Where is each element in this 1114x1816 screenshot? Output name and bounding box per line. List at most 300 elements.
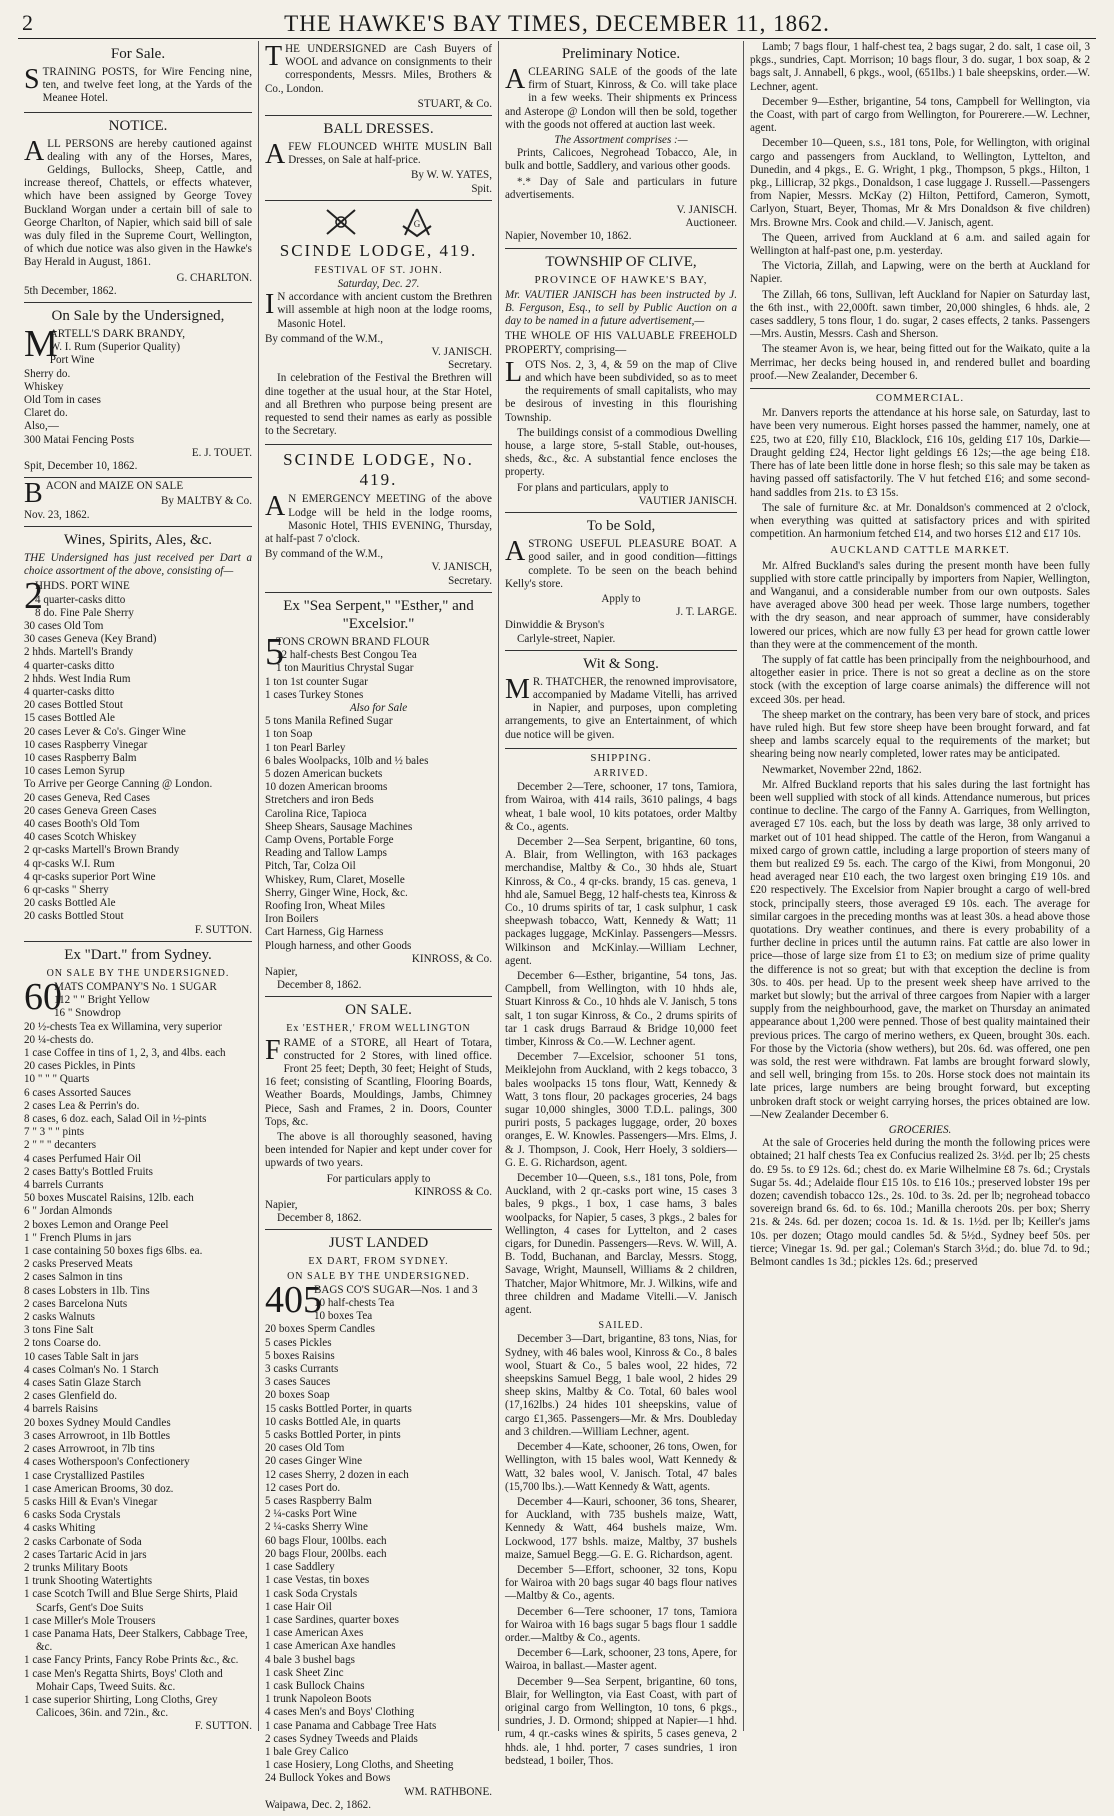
lodge-body2: In celebration of the Festival the Brethren will dine together at the usual hour, at the Star Hotel, and all Brethren who purpose being present are requested to send their names as early as possible to the Secretary.	[265, 372, 492, 438]
list-item: 10 cases Raspberry Vinegar	[24, 738, 148, 751]
cash-body: HE UNDERSIGNED are Cash Buyers of WOOL and advance on consignments to their correspondents, Messrs. Miles, Brothers & Co., London.	[265, 43, 492, 95]
list-item: 2 cases Salmon in tins	[24, 1271, 123, 1284]
list-item: Carolina Rice, Tapioca	[265, 807, 367, 820]
shipping-entry: December 7—Excelsior, schooner 51 tons, Meiklejohn from Auckland, with 2 kegs tobacco, 3 bales woolpacks 15 tons flour, Watt, Kennedy & Watt, 3 tons flour, 20 packages groceries, 24 bags sugar 10,000 shingles, 3000 T.D.L. palings, 300 puriri posts, 5 packages luggage, order, 20 boxes oranges, E. W. Knowles. Passengers—Mrs. Elms, J. & J. Thompson, J. Cook, Herr Hoely, 3 soldiers—G. E. G. Richardson, agent.	[505, 1051, 737, 1169]
list-item: 2 casks Carbonate of Soda	[24, 1535, 142, 1548]
wines-ad	[24, 527, 252, 942]
list-item: 1 case American Brooms, 30 doz.	[24, 1482, 174, 1495]
list-item: 2 ¼-casks Sherry Wine	[265, 1521, 368, 1534]
lodge2-signature: V. JANISCH,	[431, 561, 492, 574]
serpent-list-2	[265, 715, 492, 953]
list-item: 3 cases Sauces	[265, 1376, 331, 1389]
list-item: 1 case Saddlery	[265, 1561, 335, 1574]
drop-cap: A	[505, 64, 526, 95]
notice-title: NOTICE.	[108, 117, 168, 134]
serpent-list	[265, 630, 492, 702]
shipping-arrived: ARRIVED.	[593, 767, 649, 779]
list-item: 4 cases Men's and Boys' Clothing	[265, 1706, 415, 1719]
list-item: 1 bale Grey Calico	[265, 1745, 349, 1758]
list-item: 5 cases Raspberry Balm	[265, 1495, 372, 1508]
list-item: 1 case containing 50 boxes figs 6lbs. ea.	[24, 1245, 203, 1258]
wines-signature: F. SUTTON.	[194, 923, 252, 936]
landed-sub: EX DART, FROM SYDNEY.	[308, 1256, 449, 1268]
list-item: 4 qr-casks superior Port Wine	[24, 870, 156, 883]
list-item: 2 cases Lea & Perrin's do.	[24, 1099, 140, 1112]
list-item: 2 " " " decanters	[24, 1139, 97, 1152]
shipping-continued	[750, 41, 1090, 230]
list-item: 8 cases, 6 doz. each, Salad Oil in ½-pints	[24, 1113, 207, 1126]
onsale-signature: KINROSS & Co.	[414, 1185, 492, 1198]
clive-intro: Mr. VAUTIER JANISCH has been instructed by J. B. Ferguson, Esq., to sell by Public Auction on a day to be named in a future advertisement,—	[505, 288, 737, 328]
masthead	[18, 8, 1096, 39]
list-item: 2 cases Batty's Bottled Fruits	[24, 1165, 153, 1178]
list-item: 10 cases Table Salt in jars	[24, 1350, 139, 1363]
shipping-entry: December 6—Esther, brigantine, 54 tons, Jas. Campbell, from Wellington, with 10 hhds ale, Stuart Kinross & Co., 10 hhds ale V. Janisch, 5 tons salt, 1 ton sugar Kinross, & Co., 2 drums spirits of tar 1 cask drugs Barraud & Bridge 10,000 feet timber, Kinross & Co.—W. Lechner agent.	[505, 969, 737, 1048]
list-item: 4 cases Wotherspoon's Confectionery	[24, 1456, 190, 1469]
list-item: 1 cask Sheet Zinc	[265, 1666, 344, 1679]
list-item: 6 bales Woolpacks, 10lb and ½ bales	[265, 754, 429, 767]
news-paragraph: The sheep market on the contrary, has been very bare of stock, and prices have ruled high. But few store sheep have been brought forward, and fat sheep and lambs scarcely equal to the requirements of the market; but shearing being now nearly completed, lower rates may be anticipated.	[750, 708, 1090, 761]
onsale-body2: The above is all thoroughly seasoned, having been intended for Napier and kept under cover for upwards of two years.	[265, 1131, 492, 1170]
lodge-title: SCINDE LODGE, 419.	[279, 240, 478, 260]
list-item: 30 cases Old Tom	[24, 619, 104, 632]
notice-signature: G. CHARLTON.	[176, 271, 252, 284]
undersigned-date: Spit, December 10, 1862.	[24, 460, 138, 473]
list-item: 50 boxes Muscatel Raisins, 12lb. each	[24, 1192, 194, 1205]
list-item: 20 ½-chests Tea ex Willamina, very superior	[24, 1020, 222, 1033]
lodge2-command: By command of the W.M.,	[265, 548, 384, 561]
list-item: 20 cases Lever & Co's. Ginger Wine	[24, 725, 186, 738]
list-item: 4 qr-casks W.I. Rum	[24, 857, 115, 870]
list-item: 1 ton Pearl Barley	[265, 741, 346, 754]
list-item: Plough harness, and other Goods	[265, 939, 412, 952]
drop-cap: M	[505, 673, 530, 705]
list-item: 10 half-chests Tea	[314, 1297, 395, 1310]
tobesold-apply: Apply to	[601, 592, 641, 605]
list-item: 6 cases Assorted Sauces	[24, 1086, 131, 1099]
list-item: 1 case superior Shirting, Long Cloths, Grey Calicoes, 36in. and 72in., &c.	[24, 1693, 218, 1720]
list-item: 15 cases Bottled Ale	[24, 712, 115, 725]
serpent-title: Ex "Sea Serpent," "Esther," and "Excelsior."	[283, 597, 474, 632]
list-item: 2 hhds. West India Rum	[24, 672, 131, 685]
list-item: 12 cases Port do.	[265, 1481, 341, 1494]
drop-cap: L	[505, 356, 523, 388]
news-paragraph: Mr. Alfred Buckland reports that his sales during the last fortnight has been well supplied with stock of all kinds. Attendance numerous, but prices continue to decline. The cargo of the Fanny A. Garriques, from Wellington, averaged £7 10s. each, but the loss by death was large, 38 only arrived to market out of 101 head shipped. The cattle of the Heron, from Wanganui a mixed cargo of grown cattle, including a large proportion of steers many of them but realized £9 5s. each. The cargo of the Kiwi, from Mongonui, 20 head averaged near £10 each, the two largest oxen bringing £19 10s. and £20 respectively. The Excelsior from Napier brought a cargo of well-bred stock, principally steers, those averaged £9 10s. each. The average for similar cargoes in the preceding months was at least 30s. a head above those quotations. Dry weather continues, and there is every probability of a further decline in prices until the autumn rains. Fat cattle are also lower in price—those of large size from £1 to £3; on medium size of prime quality the difference is not so great; but with that exception the decline is from 30s. to 40s. per head. Up to the present week sheep have arrived to the market but slowly; but the arrival of three cargoes from Napier with a larger supply from the neighbourhood, gave, the market on Thursday an animated appearance about 1,200 were penned. Those of best quality maintained their previous prices. The cargo of merino wethers, ex Queen, brought 30s. each. For those by the Victoria (show wethers), but 20s. 6d. was offered, one pen was sold, the rest were withdrawn. Fat lambs are brought forward slowly, and sell well, bringing from 15s. to 20s. Horse stock does not maintain its late prices, large numbers are being brought forward, but excepting unbroken draft stock or weight carrying horses, the prices obtained are low.—New Zealander December 6.	[750, 778, 1090, 1121]
list-item: 2 ¼-casks Port Wine	[265, 1508, 357, 1521]
list-item: 10 boxes Tea	[314, 1310, 373, 1323]
list-item: 12 half-chests Best Congou Tea	[276, 649, 417, 662]
shipping-entry: December 6—Tere schooner, 17 tons, Tamiora for Wairoa with 16 bags sugar 5 bags flour 1 saddle order.—Maltby & Co., agents.	[505, 1605, 737, 1644]
prelim-goods: Prints, Calicoes, Negrohead Tobacco, Ale, in bulk and bottle, Saddlery, and various other goods.	[505, 147, 737, 173]
list-item: 7 " 3 " " pints	[24, 1126, 85, 1139]
list-item: 4 cases Perfumed Hair Oil	[24, 1152, 142, 1165]
news-paragraph: The Victoria, Zillah, and Lapwing, were on the berth at Auckland for Napier.	[750, 260, 1090, 286]
news-paragraph: Mr. Danvers reports the attendance at his horse sale, on Saturday, last to have been very numerous. Eight horses passed the hammer, namely, one at £25, two at £20, filly £10, Blacklock, £16 10s, gelding £17 10s, Darkie—Draught gelding £24, Hector light geldings £6 12s;—the age being £18. There has of late been little done in horse flesh; so this sale may be taken as having passed off satisfactorily. The V hut fetched £16; and some second-hand saddles from 21s. to £3 15s.	[750, 407, 1090, 499]
news-paragraph: The sale of furniture &c. at Mr. Donaldson's commenced at 2 o'clock, when everything was quitted at satisfactory prices and with spirited competition. An harmonium fetched £14, and two horses £12 and £17 10s.	[750, 501, 1090, 541]
groceries-section	[750, 1124, 1090, 1269]
list-item: 5 cases Pickles	[265, 1336, 332, 1349]
groceries-body: At the sale of Groceries held during the month the following prices were obtained; 21 half chests Tea ex Confucius realized 2s. 3½d. per lb; 25 chests do. £9 5s. to £9 12s. 6d.; chest do. ex Marie Wilhelmine £8 7s. 6d.; Crystals Sugar 5s. 4d.; Adelaide flour £15 10s. to £16 10s.; preserved lobster 19s per dozen; cavendish tobacco 12s., 2s. 10d. to 3s. 2d. per lb; negrohead tobacco sovereign brand 6s. 6d. to 6s. 10d.; Manilla cheroots 20s. per box; Sherry 21s. & 24s. 6d. per dozen; cocoa 1s. 1d. & 1s. 1½d. per lb; Keiller's jams 10s. per dozen; Otago mould candles 5d. & 5½d., Sydney beef 50s. per tierce; Vinegar 1s. 9d. per gal.; Coleman's Starch 3½d.; do. blue 7d. to 9d.; Belmont candles 1s 3d.; pickles 12s. 6d.; preserved	[750, 1137, 1090, 1269]
commercial-paras	[750, 407, 1090, 541]
list-item: Sheep Shears, Sausage Machines	[265, 820, 413, 833]
list-item: 1 case Scotch Twill and Blue Serge Shirts, Plaid Scarfs, Gent's Doe Suits	[24, 1588, 238, 1614]
wit-title: Wit & Song.	[583, 655, 659, 672]
bacon-by: By MALTBY & Co.	[160, 495, 252, 508]
clive-apply: For plans and particulars, apply to	[517, 481, 669, 494]
list-item: Roofing Iron, Wheat Miles	[265, 899, 385, 912]
list-item: 1 case Panama and Cabbage Tree Hats	[265, 1719, 437, 1732]
shipping-entry: December 3—Dart, brigantine, 83 tons, Nias, for Sydney, with 46 bales wool, Kinross & Co., 8 bales wool, Stuart & Co., 5 bales wool, 22 hides, 72 sheepskins Samuel Begg, 1 bale wool, 2 hides 29 sheep skins, Maltby & Co. Total, 60 bales wool (17,162lbs.) 24 hides 101 sheepskins, value of cargo £1,365. Passengers—Mr. & Mrs. Doubleday and 3 children.—William Lechner, agent.	[505, 1333, 737, 1438]
list-item: Reading and Tallow Lamps	[265, 847, 387, 860]
tobesold-body: STRONG USEFUL PLEASURE BOAT. A good sailer, and in good condition—fittings complete. To be seen on the beach behind Kelly's store.	[505, 538, 737, 590]
commercial-section	[750, 392, 1090, 541]
tobesold-place: Dinwiddie & Bryson's	[505, 619, 605, 632]
list-item: 2 cases Sydney Tweeds and Plaids	[265, 1732, 418, 1745]
list-item: 1 case Panama Hats, Deer Stalkers, Cabbage Tree, &c.	[24, 1627, 248, 1654]
list-item: 5 tons Manila Refined Sugar	[265, 715, 393, 728]
list-item: 40 cases Scotch Whiskey	[24, 831, 137, 844]
lodge-sub: FESTIVAL OF ST. JOHN.	[314, 264, 443, 276]
list-item: 1 case Vestas, tin boxes	[265, 1574, 370, 1587]
prelim-comprises: The Assortment comprises :—	[554, 134, 688, 147]
list-item: 300 Matai Fencing Posts	[24, 433, 135, 446]
list-item: 1 case Crystallized Pastiles	[24, 1469, 145, 1482]
shipping-entry: December 2—Sea Serpent, brigantine, 60 tons, A. Blair, from Wellington, with 163 packages merchandise, Maltby & Co., 30 hhds ale, Stuart Kinross, & Co., 4 qr-cks. brandy, 15 cas. geneva, 1 hhd ale, Samuel Begg, 12 half-chests tea, Kinross & Co., 10 drums spirits of tar, 1 cask sulphur, 1 cask sheepwash tobacco, Watt, Kennedy & Watt; 11 packages luggage, McKinlay. Passengers—Messrs. Wilkinson and McKinlay.—William Lechner, agent.	[505, 835, 737, 967]
list-item: 5 casks Hill & Evan's Vinegar	[24, 1495, 158, 1508]
list-item: To Arrive per George Canning @ London.	[24, 778, 213, 791]
list-item: 10 cases Raspberry Balm	[24, 751, 137, 764]
list-item: 1 case Coffee in tins of 1, 2, 3, and 4lbs. each	[24, 1047, 226, 1059]
list-item: 6 " Jordan Almonds	[24, 1205, 113, 1218]
column-1	[18, 41, 258, 1731]
lodge-signature: V. JANISCH.	[431, 346, 492, 359]
onsale-date: December 8, 1862.	[277, 1212, 362, 1225]
for-sale-ad	[24, 41, 252, 113]
list-item: 10 dozen American brooms	[265, 781, 388, 794]
list-item: 2 trunks Military Boots	[24, 1561, 128, 1574]
list-item: 20 cases Bottled Stout	[24, 699, 123, 712]
list-item: 1 case Hair Oil	[265, 1600, 332, 1613]
prelim-title: Preliminary Notice.	[561, 46, 681, 62]
list-item: 15 casks Bottled Porter, in quarts	[265, 1402, 412, 1415]
ball-place: Spit.	[471, 182, 492, 195]
news-paragraph: Mr. Alfred Buckland's sales during the present month have been fully supplied with store cattle principally by importers from Napier, Wellington, and Wanganui, and a considerable number from our own outposts. Sales have averaged above 300 head per week. Those large numbers, together with the dry season, and near approach of summer, have considerably lowered our prices, which are now fully £3 per head for grown cattle lower than they were at the commencement of the month.	[750, 559, 1090, 651]
list-item: ARTELL'S DARK BRANDY,	[49, 328, 185, 341]
prelim-role: Auctioneer.	[685, 217, 737, 230]
ball-by: By W. W. YATES,	[411, 169, 492, 182]
lodge2-title: SCINDE LODGE, No. 419.	[283, 450, 474, 490]
list-item: 1 trunk Napoleon Boots	[265, 1693, 372, 1706]
bacon-date: Nov. 23, 1862.	[24, 508, 90, 521]
list-item: Sherry, Ginger Wine, Hock, &c.	[265, 886, 408, 899]
dart-signature: F. SUTTON.	[194, 1720, 252, 1733]
undersigned-list	[24, 323, 252, 447]
list-item: 20 ¼-chests do.	[24, 1033, 94, 1046]
list-item: 60 bags Flour, 100lbs. each	[265, 1534, 387, 1547]
list-item: 1 case Miller's Mole Trousers	[24, 1614, 156, 1627]
lodge-festival-ad	[265, 201, 492, 446]
news-paragraph: The supply of fat cattle has been principally from the neighbourhood, and altogether easier in price. There is not so great a decline as on the store stock (with the exception of large coarse animals) the difference will not exceed 30s. per head.	[750, 653, 1090, 706]
list-item: 1 ton 1st counter Sugar	[265, 675, 368, 688]
list-item: 2 qr-casks Martell's Brown Brandy	[24, 844, 180, 857]
news-paragraph: Newmarket, November 22nd, 1862.	[762, 763, 922, 776]
list-item: 10 casks Bottled Ale, in quarts	[265, 1415, 401, 1428]
lodge2-role: Secretary.	[448, 574, 492, 587]
list-item: 1 case Sardines, quarter boxes	[265, 1613, 400, 1626]
list-item: 3 cases Arrowroot, in 1lb Bottles	[24, 1429, 171, 1442]
drop-cap: A	[24, 135, 45, 167]
landed-signature: WM. RATHBONE.	[404, 1785, 492, 1798]
serpent-date: December 8, 1862.	[277, 979, 362, 992]
news-paragraph: The Queen, arrived from Auckland at 6 a.m. and sailed again for Wellington at half-past one, p.m. yesterday.	[750, 231, 1090, 258]
onsale-sub: Ex 'ESTHER,' FROM WELLINGTON	[286, 1023, 471, 1035]
wit-body: R. THATCHER, the renowned improvisatore, accompanied by Madame Vitelli, has arrived in Napier, and purposes, upon completing arrangements, to give an Entertainment, of which due notice will be given.	[505, 675, 737, 741]
serpent-signature: KINROSS, & Co.	[411, 952, 492, 965]
shipping-entry: December 6—Lark, schooner, 23 tons, Apere, for Wairoa, in ballast.—Master agent.	[505, 1647, 737, 1673]
news-paragraph: The steamer Avon is, we hear, being fitted out for the Waikato, quite a la Merrimac, her decks being housed in, and rendered bullet and boarding proof.—New Zealander, December 6.	[750, 343, 1090, 382]
list-item: 1 trunk Shooting Watertights	[24, 1575, 153, 1588]
shipping-sailed: SAILED.	[598, 1320, 644, 1332]
cattle-paras	[750, 560, 1090, 1123]
list-item: 3 tons Fine Salt	[24, 1324, 94, 1337]
lodge-body: N accordance with ancient custom the Brethren will assemble at high noon at the lodge rooms, Masonic Hotel.	[277, 291, 492, 330]
list-item: 20 casks Bottled Ale	[24, 897, 116, 910]
list-item: 4 cases Colman's No. 1 Starch	[24, 1363, 159, 1376]
list-item: 1 " French Plums in jars	[24, 1231, 132, 1244]
sailed-list	[505, 1333, 737, 1768]
dart-list	[24, 975, 252, 1720]
ball-title: BALL DRESSES.	[323, 121, 434, 138]
ball-body: FEW FLOUNCED WHITE MUSLIN Ball Dresses, on Sale at half-price.	[288, 141, 492, 167]
list-item: Whiskey	[24, 380, 64, 393]
tobesold-place2: Carlyle-street, Napier.	[517, 632, 616, 645]
clive-body2: The buildings consist of a commodious Dwelling house, a large store, 5-stall Stable, out-houses, sheds, &c., &c. A substantial fence encloses the property.	[505, 426, 737, 479]
list-item: 1 case Fancy Prints, Fancy Robe Prints &c., &c.	[24, 1654, 239, 1667]
landed-title: JUST LANDED	[328, 1235, 429, 1252]
for-sale-title: For Sale.	[110, 46, 166, 62]
dart-title: Ex "Dart." from Sydney.	[64, 946, 212, 963]
lodge-role: Secretary.	[448, 359, 492, 372]
shipping-entry: December 5—Effort, schooner, 32 tons, Kopu for Wairoa with 20 bags sugar 40 bags flour natives—Maltby & Co., agents.	[505, 1563, 737, 1603]
list-item: 2 cases Barcelona Nuts	[24, 1297, 128, 1310]
undersigned-ad	[24, 303, 252, 478]
shipping-entry: December 10—Queen, s.s., 181 tons, Pole, from Auckland, with 2 qr.-casks port wine, 15 cases 3 bales, 9 pkgs., 1 box, 1 case hams, 3 bales woolpacks, for Napier, 5 cases, 3 pkgs., 2 bales for Wellington, 4 cases for Lyttelton, and 2 cases cigars, for Dunedin. Passengers—Revs. W. Will, A. B. Todd, Buchanan, and Barclay, Messrs. Stogg, Savage, Wright, Maunsell, Williams & 2 children, Thatcher, Major Whitmore, Mr. J. Wilkins, wife and three children and Madame Vitelli.—V. Janisch agent.	[505, 1172, 737, 1317]
drop-cap: 2	[24, 575, 43, 618]
list-item: 5 casks Bottled Porter, in pints	[265, 1429, 401, 1442]
bacon-ad	[24, 478, 252, 527]
cash-buyers-ad	[265, 41, 492, 116]
list-item: 16 " Snowdrop	[54, 1007, 121, 1020]
drop-cap: B	[24, 478, 43, 510]
dart-sub: ON SALE BY THE UNDERSIGNED.	[46, 967, 230, 979]
shipping-section	[505, 752, 737, 1768]
prelim-note: *.* Day of Sale and particulars in future advertisements.	[505, 175, 737, 201]
onsale-apply: For particulars apply to	[326, 1172, 431, 1185]
clive-title: TOWNSHIP OF CLIVE,	[545, 253, 697, 270]
sea-serpent-ad	[265, 593, 492, 997]
list-item: 2 boxes Lemon and Orange Peel	[24, 1218, 169, 1231]
list-item: 24 Bullock Yokes and Bows	[265, 1772, 391, 1785]
list-item: 4 cases Satin Glaze Starch	[24, 1377, 142, 1390]
drop-cap: F	[265, 1034, 281, 1066]
list-item: 20 boxes Sydney Mould Candles	[24, 1416, 171, 1429]
list-item: Old Tom in cases	[24, 394, 101, 407]
list-item: 10 cases Lemon Syrup	[24, 765, 125, 778]
undersigned-title: On Sale by the Undersigned,	[51, 308, 225, 325]
wines-title: Wines, Spirits, Ales, &c.	[63, 531, 213, 548]
notice-ad	[24, 113, 252, 303]
list-item: 1 case Hosiery, Long Cloths, and Sheeting	[265, 1759, 454, 1772]
for-sale-body: TRAINING POSTS, for Wire Fencing nine, ten, and twelve feet long, at the Yards of the Meanee Hotel.	[42, 66, 252, 105]
list-item: 4 quarter-casks ditto	[35, 593, 126, 606]
column-3	[498, 41, 743, 1767]
prelim-body: CLEARING SALE of the goods of the late firm of Stuart, Kinross, & Co. will take place in a few weeks. Their shipments ex Princess and Asterope @ London will then be sold, together with the goods not offered at auction last week.	[505, 66, 737, 131]
list-item: 20 boxes Soap	[265, 1389, 330, 1402]
wines-intro: THE Undersigned has just received per Dart a choice assortment of the above, consisting of—	[24, 551, 252, 578]
list-item: 1 case Men's Regatta Shirts, Boys' Cloth and Mohair Caps, Tweed Suits. &c.	[24, 1667, 223, 1693]
list-item: 4 bale 3 bushel bags	[265, 1653, 355, 1666]
column-4	[743, 41, 1096, 1731]
dart-ad	[24, 942, 252, 1738]
shipping-news	[750, 232, 1090, 389]
wines-list	[24, 575, 252, 923]
shipping-entry: December 4—Kate, schooner, 26 tons, Owen, for Wellington, with 15 bales wool, Watt Kennedy & Watt, 32 bales wool, V. Janisch. Total, 47 bales (15,700 lbs.).—Watt Kennedy & Watt, agents.	[505, 1441, 737, 1493]
list-item: 12 cases Sherry, 2 dozen in each	[265, 1468, 409, 1481]
list-item: Claret do.	[24, 407, 68, 420]
list-item: 8 do. Fine Pale Sherry	[35, 606, 134, 619]
list-item: 40 cases Booth's Old Tom	[24, 817, 140, 830]
wit-song-ad	[505, 651, 737, 749]
onsale-place: Napier,	[265, 1199, 298, 1212]
drop-cap: A	[265, 491, 286, 523]
lodge2-body: N EMERGENCY MEETING of the above Lodge will be held in the lodge rooms, Masonic Hotel, THIS EVENING, Thursday, at half-past 7 o'clock.	[265, 493, 492, 546]
drop-cap: S	[24, 64, 40, 95]
list-item: 4 casks Whiting	[24, 1522, 96, 1535]
list-item: Iron Boilers	[265, 913, 319, 926]
prelim-date: Napier, November 10, 1862.	[505, 230, 632, 243]
serpent-place: Napier,	[265, 965, 298, 978]
list-item: 2 hhds. Martell's Brandy	[24, 646, 134, 659]
drop-cap: A	[265, 139, 286, 171]
svg-text:G: G	[413, 218, 420, 229]
prelim-signature: V. JANISCH.	[676, 204, 737, 217]
cattle-market-section	[750, 544, 1090, 1122]
list-item: Port Wine	[49, 354, 95, 367]
to-be-sold-ad	[505, 513, 737, 651]
notice-date: 5th December, 1862.	[24, 284, 117, 297]
list-item: 2 casks Preserved Meats	[24, 1258, 133, 1271]
drop-cap: 5	[265, 630, 284, 673]
cattle-title: AUCKLAND CATTLE MARKET.	[830, 544, 1010, 557]
undersigned-signature: E. J. TOUET.	[191, 446, 252, 459]
drop-cap: I	[265, 289, 275, 321]
list-item: TONS CROWN BRAND FLOUR	[276, 635, 430, 648]
arrived-list	[505, 781, 737, 1317]
list-item: BAGS CO'S SUGAR—Nos. 1 and 3	[314, 1283, 478, 1296]
township-clive-ad	[505, 249, 737, 513]
list-item: 2 cases Tartaric Acid in jars	[24, 1548, 147, 1561]
ball-dresses-ad	[265, 116, 492, 201]
notice-body: LL PERSONS are hereby cautioned against dealing with any of the Horses, Mares, Geldings, Bullocks, Sheep, Cattle, and increase thereof, Chattels, or effects whatever, which have been assigned by George Tovey Buckland Worgan under a certain bill of sale to George Charlton, of Napier, which said bill of sale was duly filed in the Supreme Court, Wellington, of which due notice was also given in the Hawke's Bay Herald in August, 1861.	[24, 137, 252, 269]
just-landed-ad	[265, 1230, 492, 1816]
tobesold-signature: J. T. LARGE.	[676, 606, 737, 619]
list-item: 10 " " " Quarts	[24, 1073, 90, 1086]
square-and-compasses-icon	[399, 206, 435, 238]
drop-cap: M	[24, 323, 58, 366]
list-item: 1 cask Soda Crystals	[265, 1587, 358, 1600]
list-item: 20 cases Geneva Green Cases	[24, 804, 157, 817]
landed-date: Waipawa, Dec. 2, 1862.	[265, 1798, 372, 1811]
list-item: MATS COMPANY'S No. 1 SUGAR	[54, 980, 217, 993]
list-item: Also,—	[24, 420, 59, 433]
list-item: 6 casks Soda Crystals	[24, 1509, 121, 1522]
list-item: 1 case American Axe handles	[265, 1640, 396, 1653]
list-item: 1 cases Turkey Stones	[265, 688, 364, 701]
list-item: 4 quarter-casks ditto	[24, 685, 115, 698]
commercial-title: COMMERCIAL.	[875, 392, 965, 405]
page-number: 2	[22, 10, 33, 35]
list-item: 4 barrels Currants	[24, 1179, 104, 1192]
list-item: Sherry do.	[24, 367, 71, 380]
clive-signature: VAUTIER JANISCH.	[638, 494, 737, 507]
list-item: 20 casks Bottled Stout	[24, 910, 124, 923]
clive-whole: THE WHOLE OF HIS VALUABLE FREEHOLD PROPERTY, comprising—	[505, 330, 737, 356]
list-item: 20 boxes Sperm Candles	[265, 1323, 376, 1336]
list-item: 30 cases Geneva (Key Brand)	[24, 633, 157, 646]
list-item: 4 quarter-casks ditto	[24, 659, 115, 672]
shipping-entry: December 4—Kauri, schooner, 36 tons, Shearer, for Auckland, with 735 bushels maize, Watt, Kennedy & Watt, 464 bushels maize, Wm. Lockwood, 177 bshls. maize, Maltby, 37 bushels maize, Samuel Begg.—G. E. G. Richardson, agent.	[505, 1495, 737, 1561]
clive-sub: PROVINCE OF HAWKE'S BAY,	[534, 273, 708, 286]
onsale-body: RAME of a STORE, all Heart of Totara, constructed for 2 Stores, with lined office. Front 25 feet; Depth, 30 feet; Height of Studs, 16 feet; consisting of Scantling, Flooring Boards, Weather Boards, Mouldings, Jambs, Chimney Piece, Sash and Frames, 2 in. Doors, Counter Tops, &c.	[265, 1036, 492, 1128]
on-sale-ad	[265, 997, 492, 1230]
list-item: 3 casks Currants	[265, 1363, 339, 1376]
list-item: Stretchers and iron Beds	[265, 794, 374, 807]
lodge-meeting-ad	[265, 445, 492, 592]
list-item: 112 " " Bright Yellow	[54, 994, 150, 1007]
landed-sub2: ON SALE BY THE UNDERSIGNED.	[287, 1270, 470, 1282]
list-item: 20 bags Flour, 200lbs. each	[265, 1547, 387, 1560]
list-item: 20 cases Ginger Wine	[265, 1455, 363, 1468]
list-item: 5 boxes Raisins	[265, 1349, 335, 1362]
drop-cap: 405	[265, 1278, 322, 1321]
drop-cap: T	[265, 41, 283, 72]
list-item: 1 case American Axes	[265, 1627, 364, 1640]
bacon-line: ACON and MAIZE ON SALE	[45, 480, 184, 493]
drop-cap: A	[505, 536, 526, 568]
list-item: 20 cases Geneva, Red Cases	[24, 791, 150, 804]
shipping-entry: Lamb; 7 bags flour, 1 half-chest tea, 2 bags sugar, 2 do. salt, 1 case oil, 3 pkgs., sundries, Capt. Morrison; 10 bags flour, 3 do. sugar, 1 box soap, & 2 bags salt, J. Annabell, 6 pkgs., wool, (651lbs.) 1 bale sheepskins, order.—W. Lechner, agent.	[750, 41, 1090, 93]
list-item: 20 cases Pickles, in Pints	[24, 1060, 136, 1073]
list-item: W. I. Rum (Superior Quality)	[49, 341, 181, 354]
list-item: 4 barrels Raisins	[24, 1403, 98, 1416]
cash-signature: STUART, & Co.	[417, 97, 492, 110]
lodge-command: By command of the W.M.,	[265, 332, 384, 345]
list-item: 2 cases Arrowroot, in 7lb tins	[24, 1443, 155, 1456]
shipping-entry: December 10—Queen, s.s., 181 tons, Pole, for Wellington, with original cargo and passengers from Auckland, to Wellington, Lyttelton, and Dunedin, and 4 pkgs., E. G. Wright, 1 pkg., Thompson, 5 pkgs., Hilton, 1 pkg., Lillicrap, 32 pkgs., Donaldson, 1 case luggage J. Russell.—Passengers from Napier, Messrs. McKay (2) Hilton, Pettiford, Cameron, Symott, Carlyon, Stuart, Beyer, Thomas, Mr & Mrs Donaldson & five children) Mrs. Browne Mrs. Cook and child.—V. Janisch, agent.	[750, 137, 1090, 229]
shipping-title: SHIPPING.	[590, 751, 652, 764]
list-item: 2 cases Glenfield do.	[24, 1390, 118, 1403]
list-item: 2 tons Coarse do.	[24, 1337, 102, 1350]
shipping-entry: December 2—Tere, schooner, 17 tons, Tamiora, from Wairoa, with 414 rails, 3610 palings, 4 bags wheat, 1 bale wool, 10 kits potatoes, order Maltby & Co., agents.	[505, 781, 737, 833]
clive-body: OTS Nos. 2, 3, 4, & 59 on the map of Clive and which have been subdivided, so as to meet the requirements of small capitalists, who may be desirous of investing in this flourishing Township.	[505, 358, 737, 424]
crossed-swords-icon	[323, 206, 359, 238]
preliminary-notice-ad	[505, 41, 737, 249]
list-item: 1 ton Soap	[265, 728, 313, 741]
lodge-date: Saturday, Dec. 27.	[337, 278, 420, 291]
list-item: 2 casks Walnuts	[24, 1311, 96, 1324]
groceries-title: GROCERIES.	[888, 1124, 952, 1137]
list-item: 20 cases Old Tom	[265, 1442, 345, 1455]
